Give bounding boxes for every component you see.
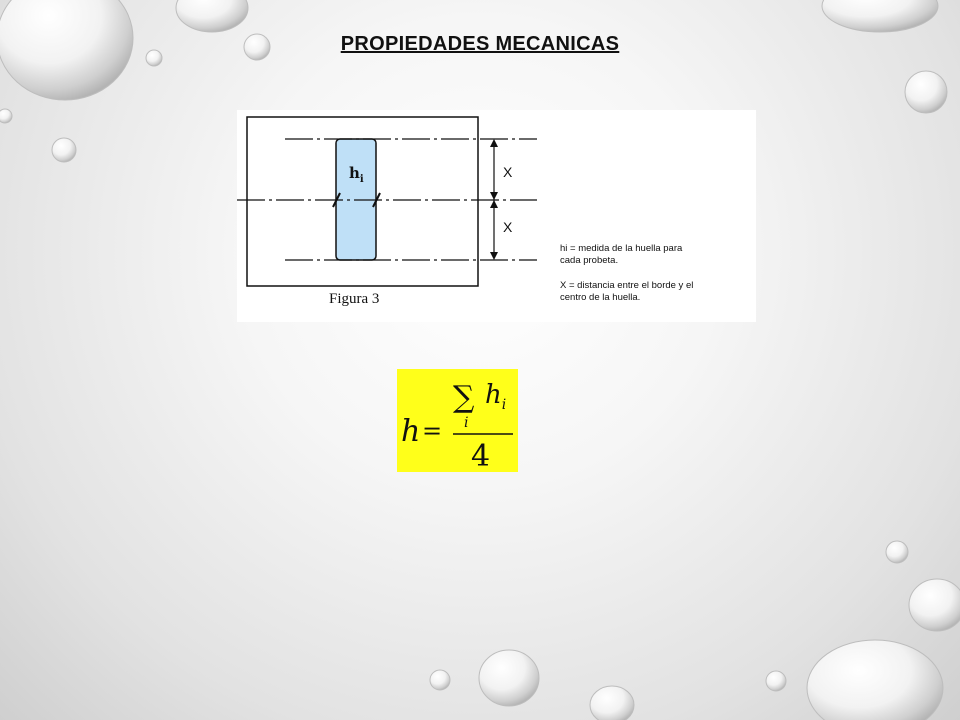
sum-index: i [464,415,469,431]
formula-lhs: h [401,414,421,449]
water-drop [590,686,634,720]
water-drop [176,0,248,32]
slide-title: PROPIEDADES MECANICAS [340,33,620,55]
water-drop [807,640,943,720]
figure-caption: Figura 3 [329,291,380,307]
water-drop [479,650,539,706]
sum-symbol: ∑ [453,380,475,415]
arrow-up-icon [490,200,498,208]
water-drop [52,138,76,162]
legend-line-2: cada probeta. [560,255,619,266]
water-drop [0,109,12,123]
water-drop [430,670,450,690]
formula-equals: = [422,417,443,445]
numerator-term: $h_i$ [485,380,507,413]
water-drop [886,541,908,563]
arrow-up-icon [490,139,498,147]
legend-line-3: X = distancia entre el borde y el [560,280,694,291]
x-label-top: X [503,164,513,180]
formula-box [397,369,518,472]
legend-line-1: hi = medida de la huella para [560,243,683,254]
water-drop [905,71,947,113]
denominator: 4 [471,439,491,472]
water-drop [909,579,960,631]
water-drop [766,671,786,691]
x-label-bottom: X [503,219,513,235]
arrow-down-icon [490,252,498,260]
water-drop [822,0,938,32]
legend-line-4: centro de la huella. [560,292,641,303]
figure-3-diagram [237,110,756,322]
hi-label: $h_i$ [349,164,364,185]
arrow-down-icon [490,192,498,200]
